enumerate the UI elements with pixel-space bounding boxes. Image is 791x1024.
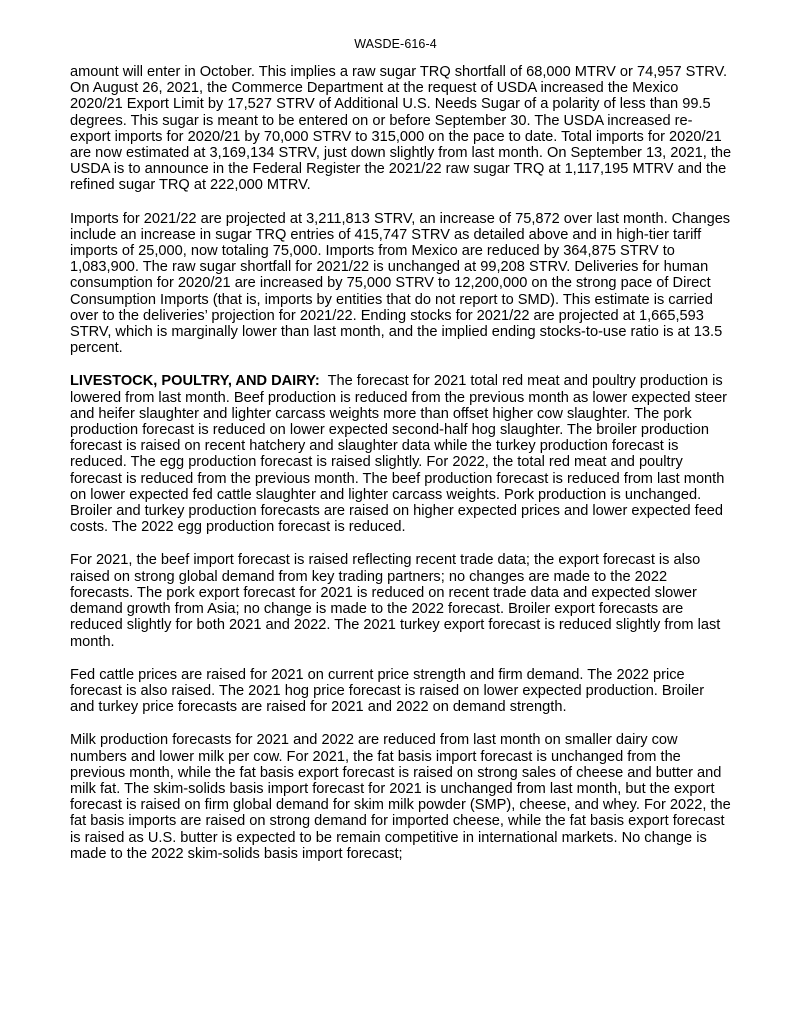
paragraph-text: Milk production forecasts for 2021 and 2022 are reduced from last month on smaller dairy cow numbers and lower milk per cow. For 2021, the fat basis import forecast is unchanged from the previous month, while the fat basis export forecast is raised on strong sales of cheese and butter and milk fat. The skim-solids basis import forecast for 2021 is unchanged from last month, but the export forecast is raised on firm global demand for skim milk powder (SMP), cheese, and whey. For 2022, the fat basis imports are raised on strong demand for imported cheese, while the fat basis export forecast is raised as U.S. butter is expected to be remain competitive in international markets. No change is made to the 2022 skim-solids basis import forecast;: [70, 732, 731, 862]
paragraph-sugar-imports: [70, 211, 732, 357]
paragraph-text: The forecast for 2021 total red meat and poultry production is lowered from last month. Beef production is reduced from the previous month as lower expected steer and heifer slaughter and lighter carcass weights more than offset higher cow slaughter. The pork production forecast is reduced on lower expected second-half hog slaughter. The broiler production forecast is raised on recent hatchery and slaughter data while the turkey production forecast is reduced. The egg production forecast is raised slightly. For 2022, the total red meat and poultry forecast is reduced from the previous month. The beef production forecast is reduced from last month on lower expected fed cattle slaughter and lighter carcass weights. Pork production is unchanged. Broiler and turkey production forecasts are raised on higher expected prices and lower expected feed costs. The 2022 egg production forecast is reduced.: [70, 373, 728, 536]
paragraph-livestock-trade: [70, 552, 732, 649]
paragraph-text: Imports for 2021/22 are projected at 3,211,813 STRV, an increase of 75,872 over last month. Changes include an increase in sugar TRQ entries of 415,747 STRV as detailed above and in high-tier tariff imports of 25,000, now totaling 75,000. Imports from Mexico are reduced by 364,875 STRV to 1,083,900. The raw sugar shortfall for 2021/22 is unchanged at 99,208 STRV. Deliveries for human consumption for 2020/21 are increased by 75,000 STRV to 12,200,000 on the strong pace of Direct Consumption Imports (that is, imports by entities that do not report to SMD). This estimate is carried over to the deliveries’ projection for 2021/22. Ending stocks for 2021/22 are projected at 1,665,593 STRV, which is marginally lower than last month, and the implied ending stocks-to-use ratio is at 13.5 percent.: [70, 210, 731, 357]
report-id-header: WASDE-616-4: [354, 37, 437, 51]
paragraph-text: Fed cattle prices are raised for 2021 on current price strength and firm demand. The 2022 price forecast is also raised. The 2021 hog price forecast is raised on lower expected production. Broiler and turkey price forecasts are raised for 2021 and 2022 on demand strength.: [70, 666, 705, 716]
paragraph-text: amount will enter in October. This implies a raw sugar TRQ shortfall of 68,000 MTRV or 74,957 STRV. On August 26, 2021, the Commerce Department at the request of USDA increased the Mexico 2020/21 Export Limit by 17,527 STRV of Additional U.S. Needs Sugar of a polarity of less than 99.5 degrees. This sugar is meant to be entered on or before September 30. The USDA increased re-export imports for 2020/21 by 70,000 STRV to 315,000 on the pace to date. Total imports for 2020/21 are now estimated at 3,169,134 STRV, just down slightly from last month. On September 13, 2021, the USDA is to announce in the Federal Register the 2021/22 raw sugar TRQ at 1,117,195 MTRV and the refined sugar TRQ at 222,000 MTRV.: [70, 64, 732, 194]
paragraph-sugar-trq: [70, 64, 732, 194]
paragraph-livestock-prices: [70, 667, 732, 716]
body-text: [70, 64, 732, 862]
paragraph-livestock-production: [70, 373, 732, 535]
paragraph-text: For 2021, the beef import forecast is raised reflecting recent trade data; the export forecast is also raised on strong global demand from key trading partners; no changes are made to the 2022 forecasts. The pork export forecast for 2021 is reduced on recent trade data and expected slower demand growth from Asia; no change is made to the 2022 forecast. Broiler export forecasts are reduced slightly for both 2021 and 2022. The 2021 turkey export forecast is reduced slightly from last month.: [70, 552, 721, 650]
section-heading: LIVESTOCK, POULTRY, AND DAIRY:: [70, 373, 320, 390]
paragraph-dairy: [70, 732, 732, 862]
